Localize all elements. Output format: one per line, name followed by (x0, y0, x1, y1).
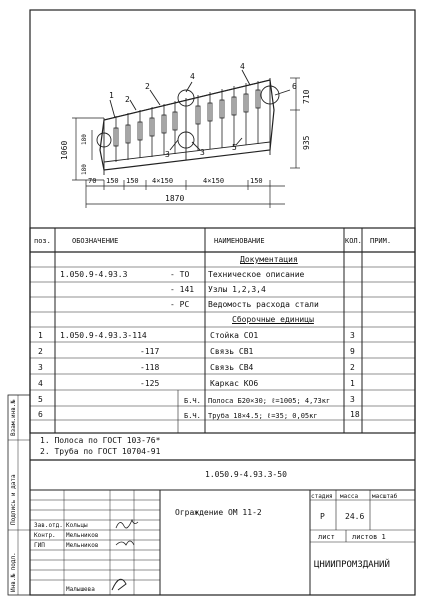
person-name: Малышева (66, 586, 95, 593)
dim-70: 70 (88, 177, 97, 185)
row-pos: 2 (38, 347, 43, 356)
callout-4a: 4 (190, 72, 195, 81)
person-name: Кольцы (66, 522, 88, 529)
row-qty: 9 (350, 347, 355, 356)
person-name: Мельников (66, 532, 99, 539)
stamp-signature-date: Подпись и дата (10, 474, 17, 525)
col-header-pos: поз. (34, 237, 51, 245)
row-name: Каркас КО6 (210, 379, 259, 388)
row-pos: 6 (38, 410, 43, 419)
doc-suffix: - РС (170, 300, 190, 309)
row-qty: 3 (350, 395, 355, 404)
col-header-name: НАИМЕНОВАНИЕ (214, 237, 265, 245)
dim-total: 1870 (165, 194, 185, 203)
row-qty: 18 (350, 410, 360, 419)
callout-4: 4 (240, 62, 245, 71)
doc-code: 1.050.9-4.93.3 (60, 270, 128, 279)
doc-name: Узлы 1,2,3,4 (208, 285, 266, 294)
row-name: Полоса Б20×30; ℓ=1005; 4,73кг (208, 397, 331, 405)
person-name: Мельников (66, 542, 99, 549)
col-header-code: ОБОЗНАЧЕНИЕ (72, 237, 119, 245)
person-role: Зав.отд. (34, 522, 63, 529)
drawing-title: Ограждение ОМ 11-2 (175, 508, 262, 517)
dim-1060: 1060 (60, 140, 69, 160)
note-1: 1. Полоса по ГОСТ 103-76* (40, 436, 161, 445)
stage-label: стадия (311, 493, 333, 500)
row-pos: 1 (38, 331, 43, 340)
row-pos: 3 (38, 363, 43, 372)
dim-span1: 4×150 (152, 177, 174, 185)
row-extra: Б.Ч. (184, 397, 201, 405)
sheets-label: листов 1 (352, 533, 386, 541)
doc-suffix: - 141 (170, 285, 195, 294)
callout-2: 2 (145, 82, 150, 91)
callout-5: 5 (232, 143, 237, 152)
row-code: -125 (140, 379, 160, 388)
mass-label: масса (340, 493, 359, 500)
doc-code-title: 1.050.9-4.93.3-50 (205, 470, 287, 479)
dim-180b: 180 (81, 164, 88, 175)
section-docs: Документация (240, 255, 298, 264)
person-role: Контр. (34, 532, 56, 539)
note-2: 2. Труба по ГОСТ 10704-91 (40, 447, 161, 456)
row-name: Труба 18×4.5; ℓ=35; 0,05кг (208, 412, 318, 420)
stage-value: Р (320, 512, 325, 521)
scale-label: масштаб (372, 493, 398, 500)
organization: ЦНИИПРОМЗДАНИЙ (314, 560, 390, 570)
person-role: ГИП (34, 542, 45, 549)
doc-name: Ведомость расхода стали (208, 300, 319, 309)
section-units: Сборочные единицы (232, 315, 314, 324)
callout-6: 6 (292, 82, 297, 91)
row-code: 1.050.9-4.93.3-114 (60, 331, 147, 340)
row-qty: 3 (350, 331, 355, 340)
stamp-inv-original: Инв.№ подл. (10, 552, 17, 592)
row-code: -118 (140, 363, 160, 372)
row-pos: 5 (38, 395, 43, 404)
row-name: Связь СВ1 (210, 347, 254, 356)
mass-value: 24.6 (345, 512, 365, 521)
doc-suffix: - ТО (170, 270, 190, 279)
row-code: -117 (140, 347, 160, 356)
col-header-qty: КОЛ. (345, 237, 362, 245)
dim-180a: 180 (81, 134, 88, 145)
row-qty: 2 (350, 363, 355, 372)
dim-span2: 4×150 (203, 177, 225, 185)
row-extra: Б.Ч. (184, 412, 201, 420)
dim-935: 935 (302, 135, 311, 150)
callout-2b: 2 (125, 95, 130, 104)
callout-3: 3 (165, 150, 170, 159)
row-qty: 1 (350, 379, 355, 388)
dim-710: 710 (302, 89, 311, 104)
sheet-label: лист (318, 533, 335, 541)
stamp-replace-inv: Взам.инв.№ (10, 399, 17, 436)
row-name: Связь СВ4 (210, 363, 254, 372)
dim-150a: 150 (106, 177, 119, 185)
callout-3b: 3 (200, 148, 205, 157)
col-header-note: ПРИМ. (370, 237, 392, 245)
dim-150b: 150 (126, 177, 139, 185)
callout-1: 1 (109, 91, 114, 100)
dim-150c: 150 (250, 177, 263, 185)
row-pos: 4 (38, 379, 43, 388)
fence-elevation (97, 70, 290, 175)
doc-name: Техническое описание (208, 270, 305, 279)
row-name: Стойка СО1 (210, 331, 259, 340)
